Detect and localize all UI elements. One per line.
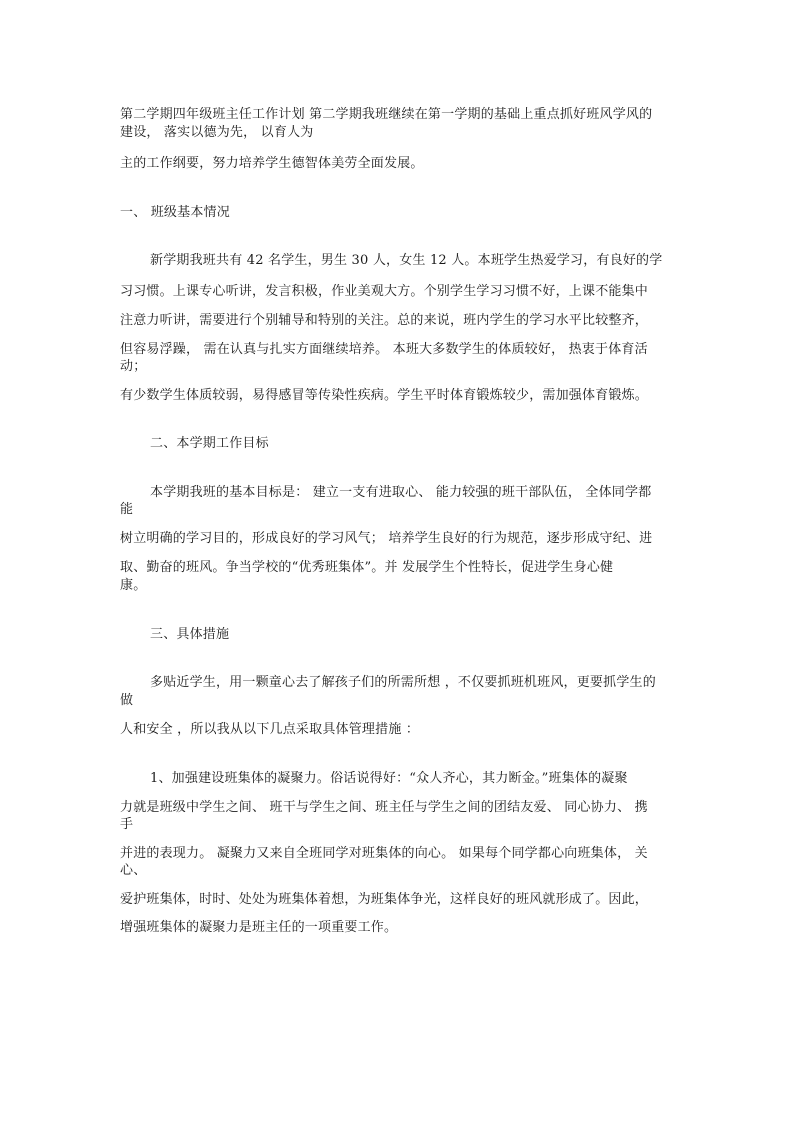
paragraph-line: 树立明确的学习目的，形成良好的学习风气； 培养学生良好的行为规范，逐步形成守纪、进 [120,531,653,546]
paragraph-line: 但容易浮躁， 需在认真与扎实方面继续培养。 本班大多数学生的体质较好， 热衷于体育活 [120,342,648,357]
paragraph-line: 建设， 落实以德为先， 以育人为 [120,125,314,140]
paragraph-line: 康。 [120,578,147,593]
paragraph-line: 多贴近学生，用一颗童心去了解孩子们的所需所想 ，不仅要抓班机班风，更要抓学生的 [150,675,656,690]
paragraph-line: 主的工作纲要，努力培养学生德智体美劳全面发展。 [120,156,424,171]
paragraph-line: 心、 [120,863,147,878]
paragraph-line: 习习惯。上课专心听讲，发言积极，作业美观大方。个别学生学习习惯不好，上课不能集中 [120,284,649,299]
paragraph-line: 并进的表现力。 凝聚力又来自全班同学对班集体的向心。 如果每个同学都心向班集体， 关 [120,846,648,861]
paragraph-line: 注意力听讲，需要进行个别辅导和特别的关注。总的来说，班内学生的学习水平比较整齐， [120,313,649,328]
paragraph-line: 增强班集体的凝聚力是班主任的一项重要工作。 [120,920,398,935]
paragraph-line: 取、勤奋的班风。争当学校的“优秀班集体”。并 发展学生个性特长，促进学生身心健 [120,560,614,575]
section-heading-2: 二、本学期工作目标 [150,436,269,451]
paragraph-line: 有少数学生体质较弱，易得感冒等传染性疾病。学生平时体育锻炼较少，需加强体育锻炼。 [120,388,649,403]
paragraph-line: 手 [120,817,134,832]
section-heading-3: 三、具体措施 [150,627,230,642]
paragraph-line: 做 [120,693,134,708]
paragraph-line: 力就是班级中学生之间、 班干与学生之间、班主任与学生之间的团结友爱、 同心协力、 携 [120,800,648,815]
paragraph-line: 人和安全 ，所以我从以下几点采取具体管理措施 ： [120,722,420,737]
section-heading-1: 一、 班级基本情况 [120,205,230,220]
paragraph-line: 能 [120,502,134,517]
paragraph-line: 动； [120,359,147,374]
paragraph-line: 新学期我班共有 42 名学生，男生 30 人，女生 12 人。本班学生热爱学习，有良好的学 [150,253,663,268]
doc-title-line: 第二学期四年级班主任工作计划 第二学期我班继续在第一学期的基础上重点抓好班风学风的 [120,107,653,122]
paragraph-line: 1、加强建设班集体的凝聚力。俗话说得好：“众人齐心，其力断金。”班集体的凝聚 [150,771,628,786]
paragraph-line: 本学期我班的基本目标是： 建立一支有进取心、 能力较强的班干部队伍， 全体同学都 [150,485,652,500]
paragraph-line: 爱护班集体，时时、处处为班集体着想，为班集体争光，这样良好的班风就形成了。因此， [120,892,649,907]
